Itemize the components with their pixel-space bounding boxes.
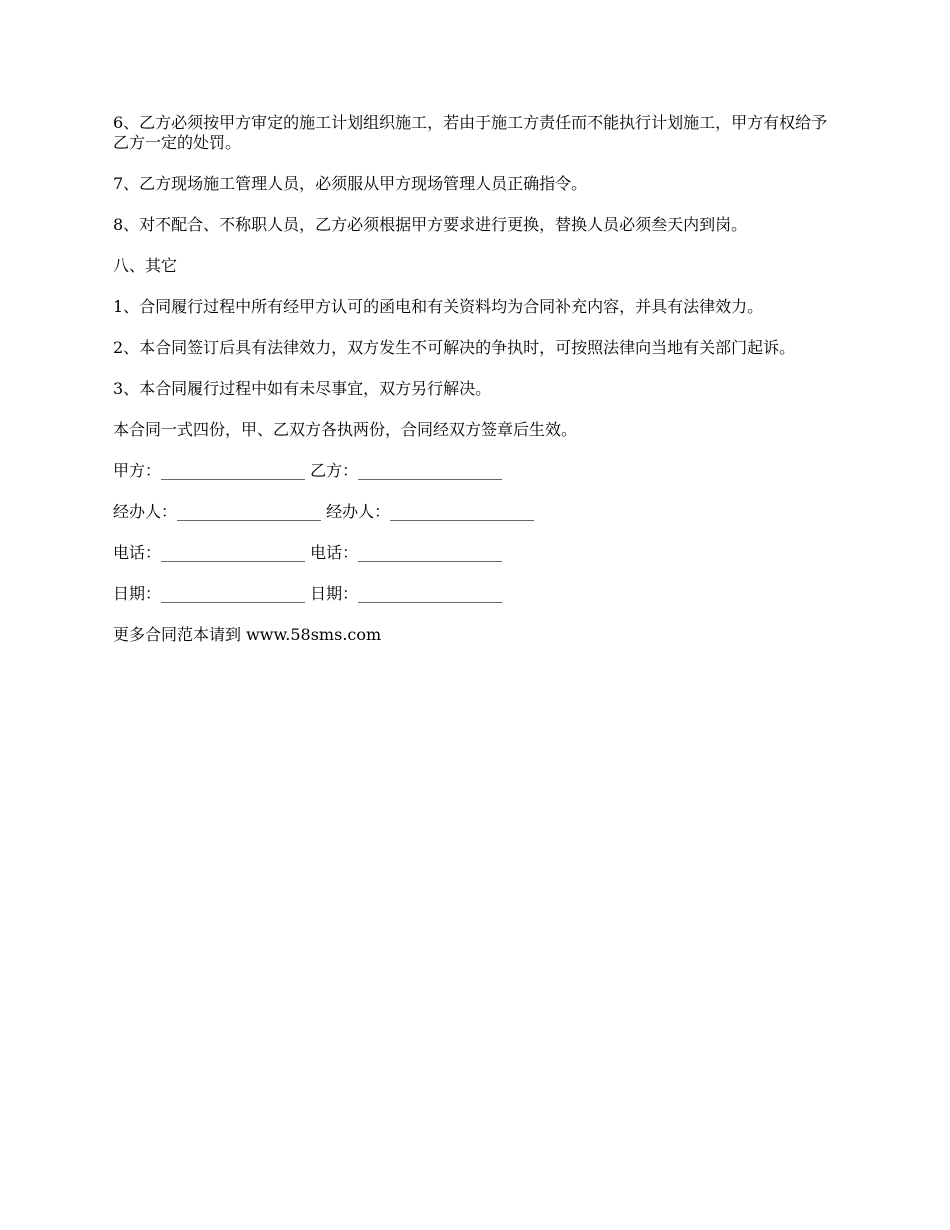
signature-row-party-text: 甲方：__________________ 乙方：__________________ xyxy=(113,461,503,480)
other-clause-1: 1、合同履行过程中所有经甲方认可的函电和有关资料均为合同补充内容，并具有法律效力。 xyxy=(113,297,764,316)
clause-8: 8、对不配合、不称职人员，乙方必须根据甲方要求进行更换，替换人员必须叁天内到岗。 xyxy=(113,215,748,234)
document-page xyxy=(113,113,843,666)
section-heading-other: 八、其它 xyxy=(113,256,178,275)
signature-row-handler xyxy=(113,502,843,522)
copies-statement: 本合同一式四份，甲、乙双方各执两份，合同经双方签章后生效。 xyxy=(113,420,578,439)
footer-link-text: 更多合同范本请到 www.58sms.com xyxy=(113,625,382,644)
signature-row-handler-text: 经办人：__________________ 经办人：__________________ xyxy=(113,502,535,521)
signature-row-phone-text: 电话：__________________ 电话：__________________ xyxy=(113,543,503,562)
signature-row-date-text: 日期：__________________ 日期：__________________ xyxy=(113,584,503,603)
other-clause-2: 2、本合同签订后具有法律效力，双方发生不可解决的争执时，可按照法律向当地有关部门起诉。 xyxy=(113,338,796,357)
clause-6: 6、乙方必须按甲方审定的施工计划组织施工，若由于施工方责任而不能执行计划施工，甲方有权给予乙方一定的处罚。 xyxy=(113,113,828,152)
other-clause-3: 3、本合同履行过程中如有未尽事宜，双方另行解决。 xyxy=(113,379,492,398)
signature-row-party xyxy=(113,461,843,481)
signature-row-date xyxy=(113,584,843,604)
signature-row-phone xyxy=(113,543,843,563)
clause-7: 7、乙方现场施工管理人员，必须服从甲方现场管理人员正确指令。 xyxy=(113,174,588,193)
